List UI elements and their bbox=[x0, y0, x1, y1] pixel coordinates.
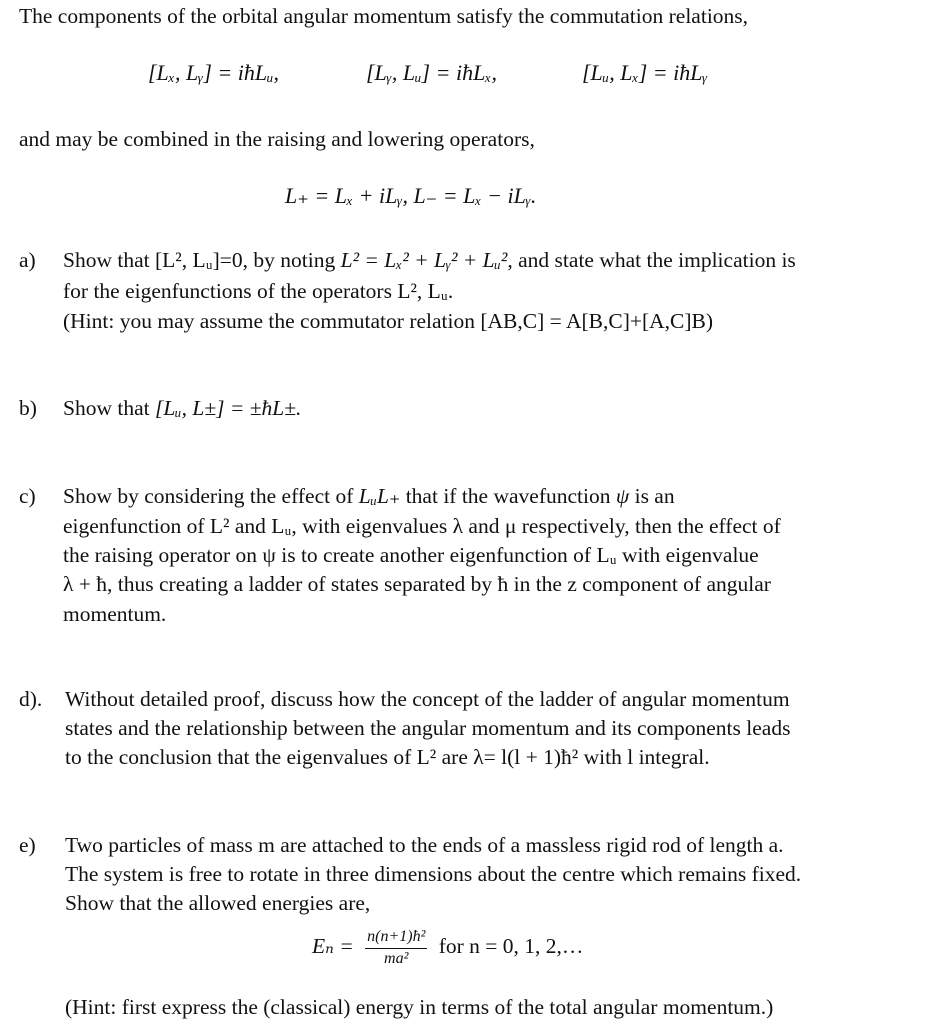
part-c-math-operator: LᵤL₊ bbox=[358, 484, 401, 508]
part-c-line2: eigenfunction of L² and Lᵤ, with eigenvalues λ and μ respectively, then the effect of bbox=[63, 514, 781, 538]
energy-lhs: Eₙ = bbox=[312, 934, 354, 958]
part-c-line4: λ + ħ, thus creating a ladder of states separated by ħ in the z component of angular bbox=[63, 572, 771, 596]
part-c-text: Show by considering the effect of bbox=[63, 484, 359, 508]
part-e-label: e) bbox=[19, 833, 36, 857]
ladder-operators-equation: L₊ = Lₓ + iLᵧ, L₋ = Lₓ − iLᵧ. bbox=[285, 183, 537, 208]
part-c-label: c) bbox=[19, 484, 36, 508]
part-e-line3: Show that the allowed energies are, bbox=[65, 891, 371, 915]
part-b-math: [Lᵤ, L±] = ±ħL±. bbox=[154, 396, 302, 420]
commutator-xy: [Lₓ, Lᵧ] = iħLᵤ, bbox=[148, 60, 280, 85]
part-a-label: a) bbox=[19, 248, 36, 272]
part-a-line2: for the eigenfunctions of the operators L², Lᵤ. bbox=[63, 279, 454, 303]
combine-text: and may be combined in the raising and lowering operators, bbox=[19, 127, 535, 151]
intro-text: The components of the orbital angular momentum satisfy the commutation relations, bbox=[19, 4, 749, 28]
part-c-line5: momentum. bbox=[63, 602, 167, 626]
part-a-text-post: , and state what the implication is bbox=[507, 248, 796, 272]
commutator-zx: [Lᵤ, Lₓ] = iħLᵧ bbox=[582, 60, 708, 85]
commutator-yz: [Lᵧ, Lᵤ] = iħLₓ, bbox=[366, 60, 498, 85]
part-b-text: Show that bbox=[63, 396, 155, 420]
part-a-hint: (Hint: you may assume the commutator relation [AB,C] = A[B,C]+[A,C]B) bbox=[63, 309, 714, 333]
part-a-text: Show that [L², Lᵤ]=0, by noting bbox=[63, 248, 341, 272]
energy-denominator: ma² bbox=[384, 950, 409, 968]
part-c-math-psi: ψ bbox=[615, 484, 630, 508]
part-b-line bbox=[63, 394, 301, 423]
part-d-line2: states and the relationship between the angular momentum and its components leads bbox=[65, 716, 791, 740]
part-c-line3: the raising operator on ψ is to create another eigenfunction of Lᵤ with eigenvalue bbox=[63, 543, 759, 567]
energy-range: for n = 0, 1, 2,… bbox=[438, 934, 584, 958]
energy-equation bbox=[312, 921, 583, 971]
part-a-math: L² = Lₓ² + Lᵧ² + Lᵤ² bbox=[340, 248, 508, 272]
part-e-hint: (Hint: first express the (classical) energy in terms of the total angular momentum.) bbox=[65, 995, 774, 1019]
part-a-line1 bbox=[63, 246, 796, 275]
part-b-label: b) bbox=[19, 396, 37, 420]
part-c-line1 bbox=[63, 482, 675, 511]
energy-numerator: n(n+1)ħ² bbox=[365, 927, 427, 949]
part-d-label: d). bbox=[19, 687, 43, 711]
part-d-line3: to the conclusion that the eigenvalues of L² are λ= l(l + 1)ħ² with l integral. bbox=[65, 745, 710, 769]
part-e-line1: Two particles of mass m are attached to the ends of a massless rigid rod of length a. bbox=[65, 833, 784, 857]
part-d-line1: Without detailed proof, discuss how the concept of the ladder of angular momentum bbox=[65, 687, 790, 711]
part-e-line2: The system is free to rotate in three dimensions about the centre which remains fixed. bbox=[65, 862, 802, 886]
energy-fraction bbox=[365, 927, 427, 969]
part-c-text-mid: that if the wavefunction bbox=[400, 484, 616, 508]
part-c-text-post: is an bbox=[629, 484, 675, 508]
